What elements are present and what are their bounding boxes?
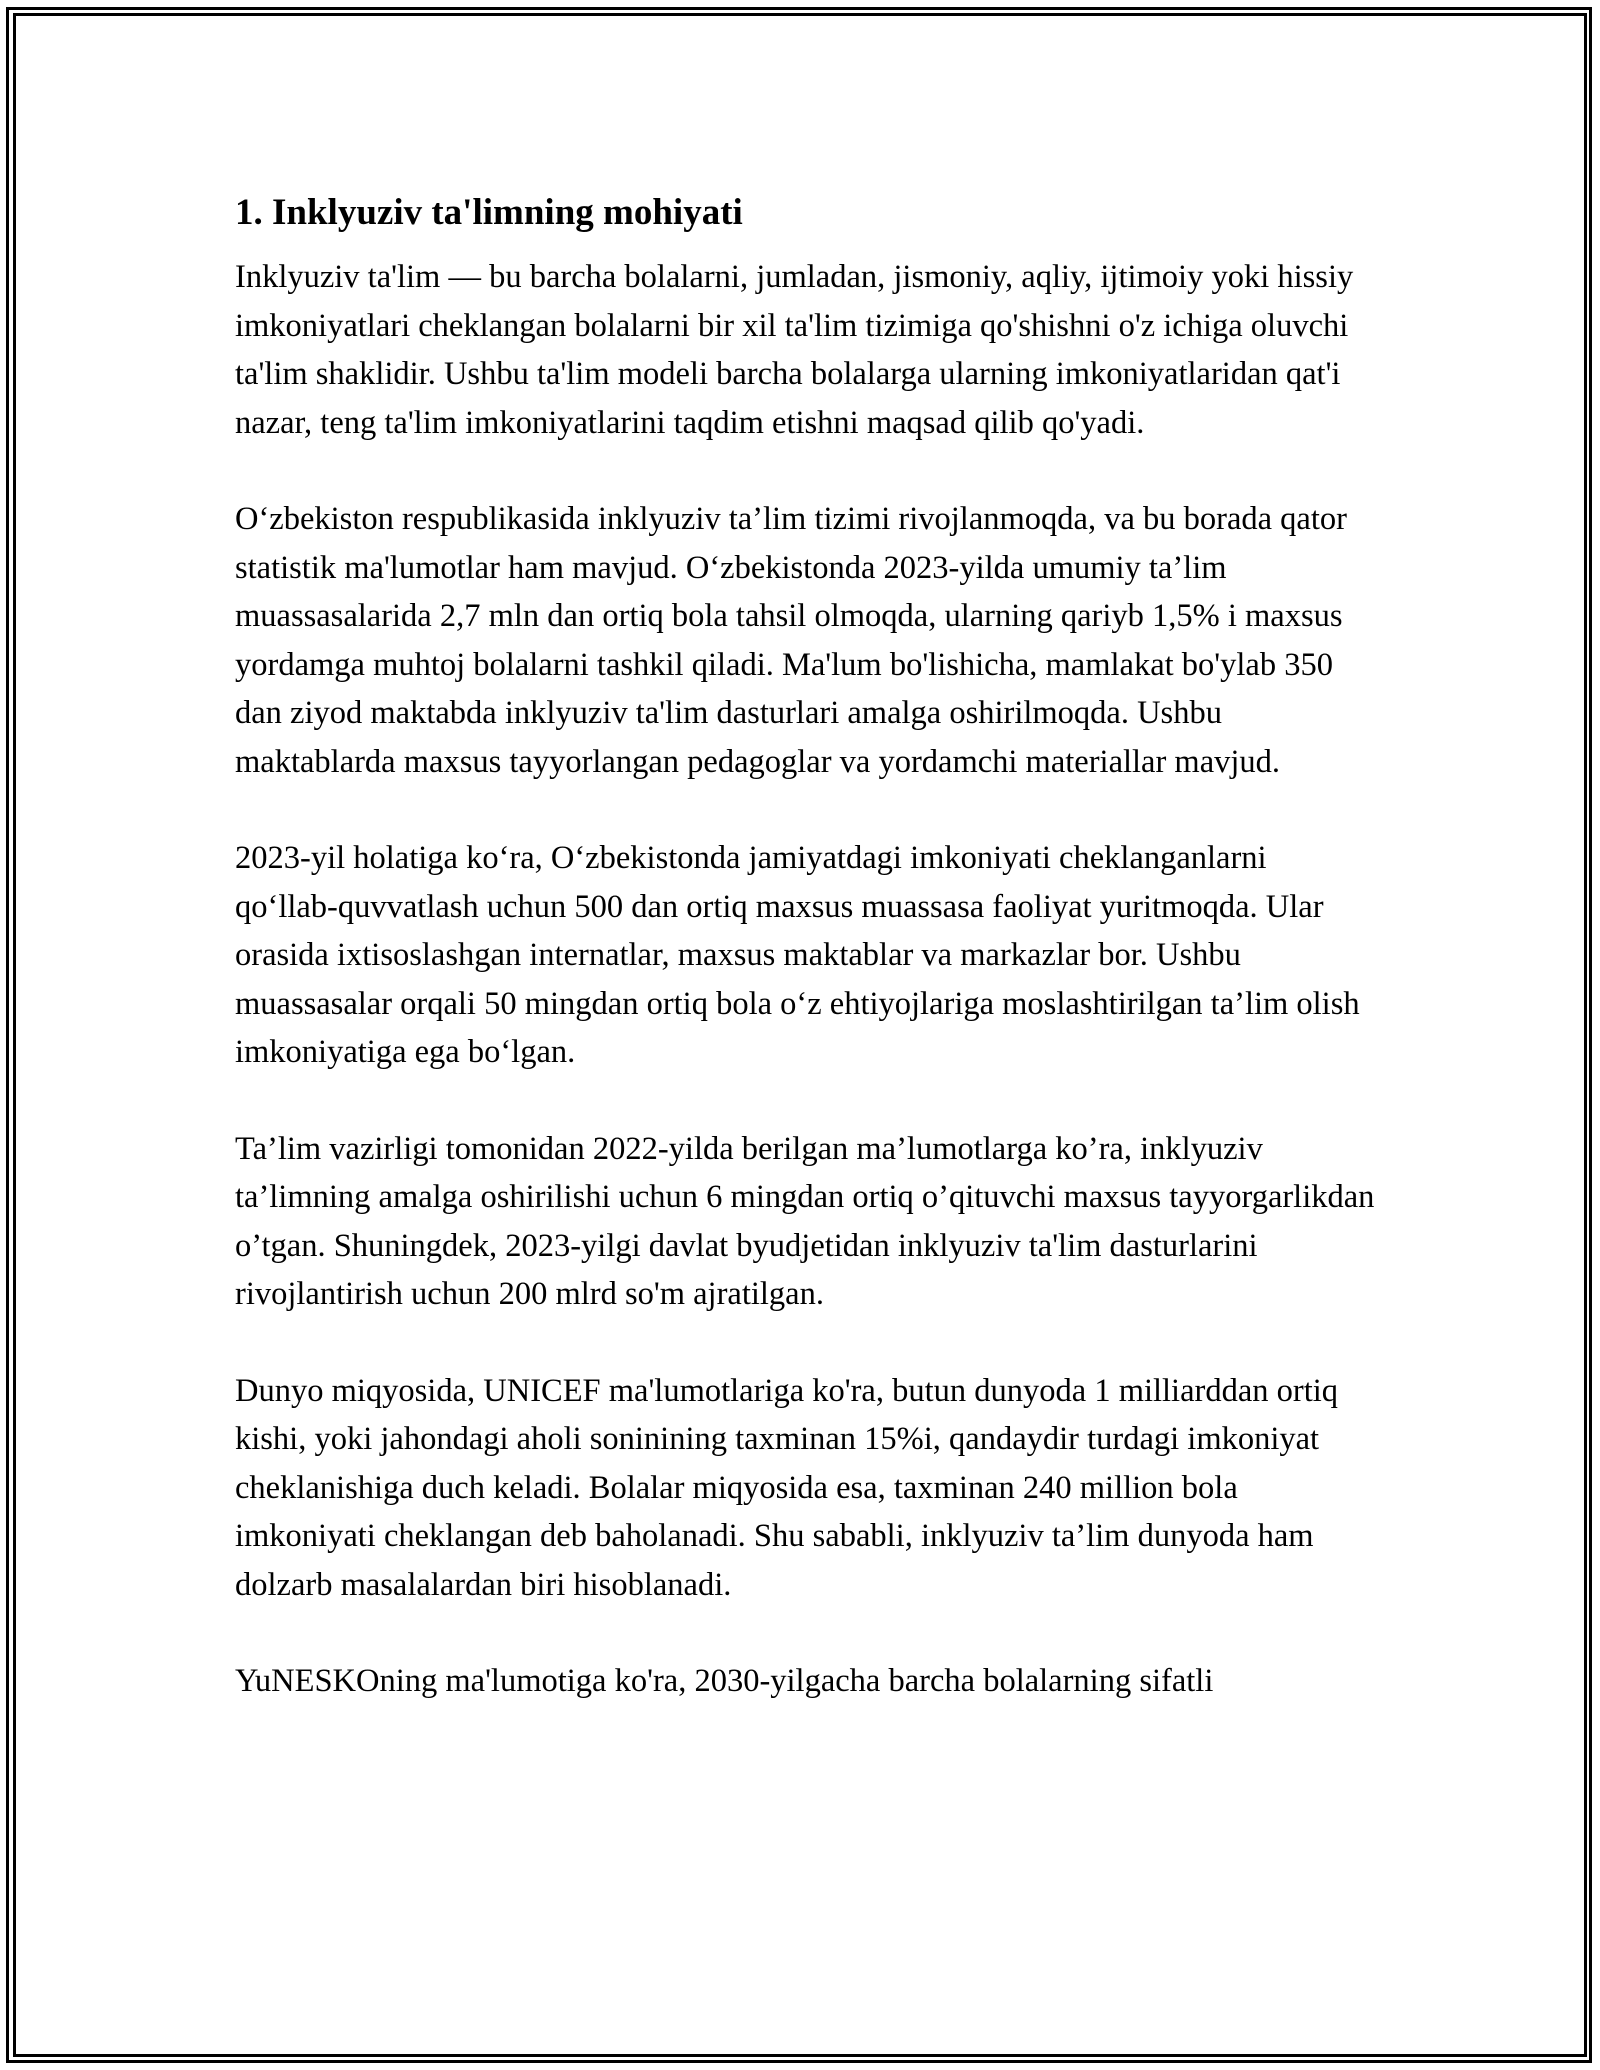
paragraph-definition: Inklyuziv ta'lim — bu barcha bolalarni, jumladan, jismoniy, aqliy, ijtimoiy yoki hissiy imkoniyatlari cheklangan bolalarni bir xil ta'lim tizimiga qo'shishni o'z ichiga oluvchi ta'lim shaklidir. Ushbu ta'lim modeli barcha bolalarga ularning imkoniyatlaridan qat'i nazar, teng ta'lim imkoniyatlarini taqdim etishni maqsad qilib qo'yadi. [235,259,1354,441]
document-body [235,185,1375,1754]
paragraph-unesco: YuNESKOning ma'lumotiga ko'ra, 2030-yilgacha barcha bolalarning sifatli [235,1663,1214,1699]
paragraph-world-statistics: Dunyo miqyosida, UNICEF ma'lumotlariga ko'ra, butun dunyoda 1 milliarddan ortiq kishi, yoki jahondagi aholi soninining taxminan 15%i, qandaydir turdagi imkoniyat cheklanishiga duch keladi. Bolalar miqyosida esa, taxminan 240 million bola imkoniyati cheklangan deb baholanadi. Shu sababli, inklyuziv ta’lim dunyoda ham dolzarb masalalardan biri hisoblanadi. [235,1372,1339,1603]
paragraph-ministry-data: Ta’lim vazirligi tomonidan 2022-yilda berilgan ma’lumotlarga ko’ra, inklyuziv ta’limning amalga oshirilishi uchun 6 mingdan ortiq o’qituvchi maxsus tayyorgarlikdan o’tgan. Shuningdek, 2023-yilgi davlat byudjetidan inklyuziv ta'lim dasturlarini rivojlantirish uchun 200 mlrd so'm ajratilgan. [235,1130,1375,1312]
section-heading: 1. Inklyuziv ta'limning mohiyati [235,192,743,233]
paragraph-special-institutions: 2023-yil holatiga ko‘ra, O‘zbekistonda jamiyatdagi imkoniyati cheklanganlarni qo‘llab-quvvatlash uchun 500 dan ortiq maxsus muassasa faoliyat yuritmoqda. Ular orasida ixtisoslashgan internatlar, maxsus maktablar va markazlar bor. Ushbu muassasalar orqali 50 mingdan ortiq bola o‘z ehtiyojlariga moslashtirilgan ta’lim olish imkoniyatiga ega bo‘lgan. [235,840,1360,1070]
paragraph-uzbekistan-statistics: O‘zbekiston respublikasida inklyuziv ta’lim tizimi rivojlanmoqda, va bu borada qator statistik ma'lumotlar ham mavjud. O‘zbekistonda 2023-yilda umumiy ta’lim muassasalarida 2,7 mln dan ortiq bola tahsil olmoqda, ularning qariyb 1,5% i maxsus yordamga muhtoj bolalarni tashkil qiladi. Ma'lum bo'lishicha, mamlakat bo'ylab 350 dan ziyod maktabda inklyuziv ta'lim dasturlari amalga oshirilmoqda. Ushbu maktablarda maxsus tayyorlangan pedagoglar va yordamchi materiallar mavjud. [235,501,1347,780]
